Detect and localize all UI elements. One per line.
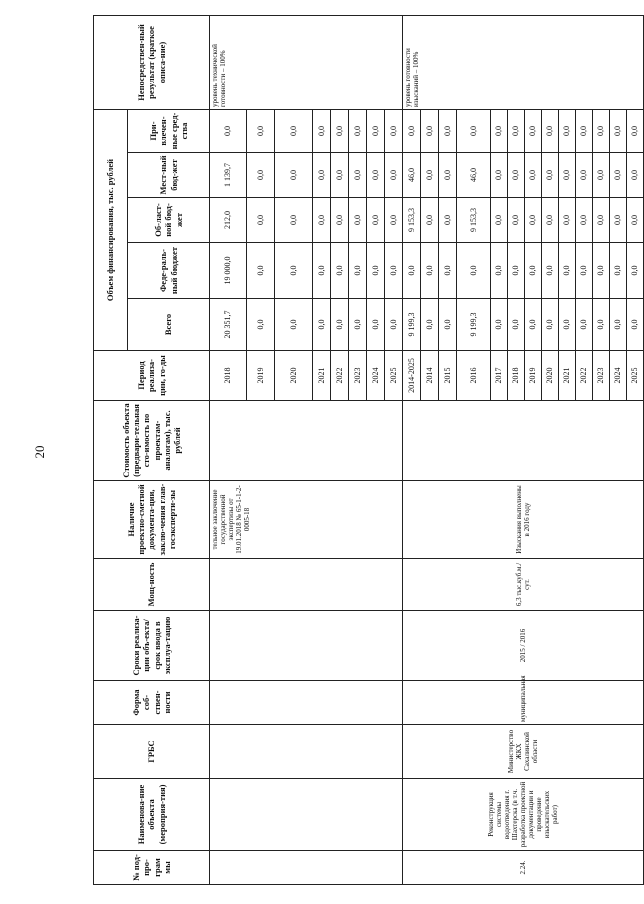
block2-local: 0,0 xyxy=(439,153,457,198)
block2-year: 2015 xyxy=(439,351,457,401)
block2-attracted: 0,0 xyxy=(439,110,457,153)
block2-total: 0,0 xyxy=(559,299,576,351)
block2-federal: 0,0 xyxy=(525,243,542,299)
rotated-table-wrapper xyxy=(93,16,640,885)
block2-local: 46,0 xyxy=(457,153,491,198)
block1-total: 0,0 xyxy=(275,299,313,351)
block2-year: 2019 xyxy=(525,351,542,401)
block1-total: 0,0 xyxy=(331,299,349,351)
header-capacity: Мощ-ность xyxy=(94,559,210,611)
block1-year: 2025 xyxy=(385,351,403,401)
block1-regional: 0,0 xyxy=(247,198,275,243)
block1-regional: 212,0 xyxy=(210,198,247,243)
block2-total: 0,0 xyxy=(576,299,593,351)
block2-federal: 0,0 xyxy=(421,243,439,299)
header-cost: Стоимость объекта (предвари-тельная сто-имость по проектам-аналогам), тыс. рублей xyxy=(94,401,210,481)
block2-total: 0,0 xyxy=(542,299,559,351)
block1-attracted: 0,0 xyxy=(349,110,367,153)
block2-result: уровень готовности изысканий – 100% xyxy=(403,16,644,110)
header-num: № под-про-грам мы xyxy=(94,851,210,885)
block1-total: 0,0 xyxy=(247,299,275,351)
block2-attracted: 0,0 xyxy=(559,110,576,153)
block2-total: 0,0 xyxy=(421,299,439,351)
block1-terms xyxy=(210,611,403,681)
block2-year: 2014 xyxy=(421,351,439,401)
block1-federal: 0,0 xyxy=(367,243,385,299)
header-federal: Феде-раль-ный бюджет xyxy=(128,243,210,299)
block2-federal: 0,0 xyxy=(559,243,576,299)
header-local: Мест-ный бюд-жет xyxy=(128,153,210,198)
block2-local: 0,0 xyxy=(627,153,644,198)
block2-year: 2023 xyxy=(593,351,610,401)
block2-regional: 0,0 xyxy=(491,198,508,243)
block2-local: 0,0 xyxy=(610,153,627,198)
block1-year: 2022 xyxy=(331,351,349,401)
block2-year: 2020 xyxy=(542,351,559,401)
header-attracted: При-влечен-ные сред-ства xyxy=(128,110,210,153)
block1-attracted: 0,0 xyxy=(367,110,385,153)
block2-federal: 0,0 xyxy=(610,243,627,299)
block2-name: Реконструкция системы водоотведения г. Шахтерска (в т.ч. разработка проектной документации и проведение изыскательских работ) xyxy=(403,779,644,851)
block2-regional: 9 153,3 xyxy=(457,198,491,243)
block2-attracted: 0,0 xyxy=(403,110,421,153)
block2-year: 2017 xyxy=(491,351,508,401)
block1-cost xyxy=(210,401,403,481)
block1-local: 0,0 xyxy=(367,153,385,198)
block2-attracted: 0,0 xyxy=(508,110,525,153)
block1-regional: 0,0 xyxy=(385,198,403,243)
block1-local: 0,0 xyxy=(313,153,331,198)
block2-local: 0,0 xyxy=(525,153,542,198)
block2-total: 0,0 xyxy=(525,299,542,351)
block2-federal: 0,0 xyxy=(576,243,593,299)
block2-regional: 0,0 xyxy=(525,198,542,243)
block2-attracted: 0,0 xyxy=(457,110,491,153)
block2-regional: 0,0 xyxy=(508,198,525,243)
block2-total: 9 199,3 xyxy=(403,299,421,351)
block1-attracted: 0,0 xyxy=(385,110,403,153)
block2-year: 2021 xyxy=(559,351,576,401)
block2-docs: Изыскания выполнены в 2016 году xyxy=(403,481,644,559)
block1-regional: 0,0 xyxy=(367,198,385,243)
block1-federal: 0,0 xyxy=(331,243,349,299)
block1-attracted: 0,0 xyxy=(247,110,275,153)
block1-regional: 0,0 xyxy=(275,198,313,243)
financing-table xyxy=(93,15,644,885)
header-docs: Наличие проектно-сметной документа-ции, заклю-чения глав-госэксперти-зы xyxy=(94,481,210,559)
block2-total: 0,0 xyxy=(508,299,525,351)
header-financing: Объем финансирования, тыс. рублей xyxy=(94,110,128,351)
block2-local: 0,0 xyxy=(576,153,593,198)
block2-total: 0,0 xyxy=(627,299,644,351)
block2-regional: 9 153,3 xyxy=(403,198,421,243)
block2-federal: 0,0 xyxy=(439,243,457,299)
header-name: Наименова-ние объекта (мероприя-тия) xyxy=(94,779,210,851)
block1-regional: 0,0 xyxy=(313,198,331,243)
block1-capacity xyxy=(210,559,403,611)
block2-local: 0,0 xyxy=(593,153,610,198)
block2-local: 0,0 xyxy=(421,153,439,198)
block2-attracted: 0,0 xyxy=(421,110,439,153)
block2-local: 46,0 xyxy=(403,153,421,198)
block1-local: 1 139,7 xyxy=(210,153,247,198)
block2-regional: 0,0 xyxy=(576,198,593,243)
block2-local: 0,0 xyxy=(542,153,559,198)
block2-local: 0,0 xyxy=(491,153,508,198)
block1-local: 0,0 xyxy=(275,153,313,198)
block1-name xyxy=(210,779,403,851)
block2-num: 2.24. xyxy=(403,851,644,885)
block2-federal: 0,0 xyxy=(491,243,508,299)
block1-total: 0,0 xyxy=(349,299,367,351)
block2-terms: 2015 / 2016 xyxy=(403,611,644,681)
block2-attracted: 0,0 xyxy=(525,110,542,153)
block2-federal: 0,0 xyxy=(403,243,421,299)
block1-local: 0,0 xyxy=(331,153,349,198)
block2-attracted: 0,0 xyxy=(491,110,508,153)
block1-year: 2020 xyxy=(275,351,313,401)
block2-total: 0,0 xyxy=(491,299,508,351)
block1-year: 2019 xyxy=(247,351,275,401)
page-number: 20 xyxy=(32,445,47,459)
header-grbs: ГРБС xyxy=(94,725,210,779)
block2-attracted: 0,0 xyxy=(627,110,644,153)
block1-attracted: 0,0 xyxy=(331,110,349,153)
block1-total: 20 351,7 xyxy=(210,299,247,351)
block1-attracted: 0,0 xyxy=(313,110,331,153)
block1-grbs xyxy=(210,725,403,779)
block2-regional: 0,0 xyxy=(610,198,627,243)
header-total: Всего xyxy=(128,299,210,351)
block1-docs: тельное заключение государственной экспертизы от 19.01.2018 № 65-1-1-2-0005-18 xyxy=(210,481,403,559)
block2-cost xyxy=(403,401,644,481)
block1-federal: 0,0 xyxy=(385,243,403,299)
block2-regional: 0,0 xyxy=(559,198,576,243)
block2-year: 2025 xyxy=(627,351,644,401)
block1-federal: 0,0 xyxy=(247,243,275,299)
header-regional: Об-ласт-ной бюд-жет xyxy=(128,198,210,243)
block2-total: 9 199,3 xyxy=(457,299,491,351)
block2-federal: 0,0 xyxy=(457,243,491,299)
header-result: Непосредствен-ный результат (краткое описа-ние) xyxy=(94,16,210,110)
block1-regional: 0,0 xyxy=(349,198,367,243)
block1-total: 0,0 xyxy=(367,299,385,351)
block1-year: 2024 xyxy=(367,351,385,401)
block1-local: 0,0 xyxy=(385,153,403,198)
block2-federal: 0,0 xyxy=(593,243,610,299)
block2-attracted: 0,0 xyxy=(610,110,627,153)
block1-form xyxy=(210,681,403,725)
header-period: Период реализа-ции, го-ды xyxy=(94,351,210,401)
block2-total: 0,0 xyxy=(439,299,457,351)
block2-local: 0,0 xyxy=(559,153,576,198)
block2-form: муниципальная xyxy=(403,681,644,725)
block2-regional: 0,0 xyxy=(421,198,439,243)
block1-federal: 0,0 xyxy=(349,243,367,299)
block2-regional: 0,0 xyxy=(593,198,610,243)
block2-capacity: 6,3 тыс.куб.м./сут. xyxy=(403,559,644,611)
block2-total: 0,0 xyxy=(610,299,627,351)
block1-result: уровень технической готовности – 100% xyxy=(210,16,403,110)
block1-attracted: 0,0 xyxy=(275,110,313,153)
block2-year: 2018 xyxy=(508,351,525,401)
block2-attracted: 0,0 xyxy=(576,110,593,153)
block2-year: 2024 xyxy=(610,351,627,401)
block1-num xyxy=(210,851,403,885)
header-terms: Сроки реализа-ции объ-екта/срок ввода в эксплуа-тацию xyxy=(94,611,210,681)
block2-attracted: 0,0 xyxy=(542,110,559,153)
block2-year: 2022 xyxy=(576,351,593,401)
block2-year: 2016 xyxy=(457,351,491,401)
block2-total: 0,0 xyxy=(593,299,610,351)
block1-total: 0,0 xyxy=(385,299,403,351)
block1-regional: 0,0 xyxy=(331,198,349,243)
block1-local: 0,0 xyxy=(247,153,275,198)
block2-federal: 0,0 xyxy=(627,243,644,299)
block1-federal: 19 000,0 xyxy=(210,243,247,299)
block2-federal: 0,0 xyxy=(542,243,559,299)
block2-regional: 0,0 xyxy=(542,198,559,243)
block1-local: 0,0 xyxy=(349,153,367,198)
block1-attracted: 0,0 xyxy=(210,110,247,153)
block2-grbs: Министерство ЖКХ Сахалинской области xyxy=(403,725,644,779)
block1-year: 2021 xyxy=(313,351,331,401)
block1-federal: 0,0 xyxy=(313,243,331,299)
block1-year: 2023 xyxy=(349,351,367,401)
block2-regional: 0,0 xyxy=(627,198,644,243)
block2-federal: 0,0 xyxy=(508,243,525,299)
block2-attracted: 0,0 xyxy=(593,110,610,153)
block1-federal: 0,0 xyxy=(275,243,313,299)
block1-total: 0,0 xyxy=(313,299,331,351)
block2-year: 2014-2025 xyxy=(403,351,421,401)
block2-local: 0,0 xyxy=(508,153,525,198)
header-form: Форма соб-ствен-ности xyxy=(94,681,210,725)
block2-regional: 0,0 xyxy=(439,198,457,243)
block1-year: 2018 xyxy=(210,351,247,401)
